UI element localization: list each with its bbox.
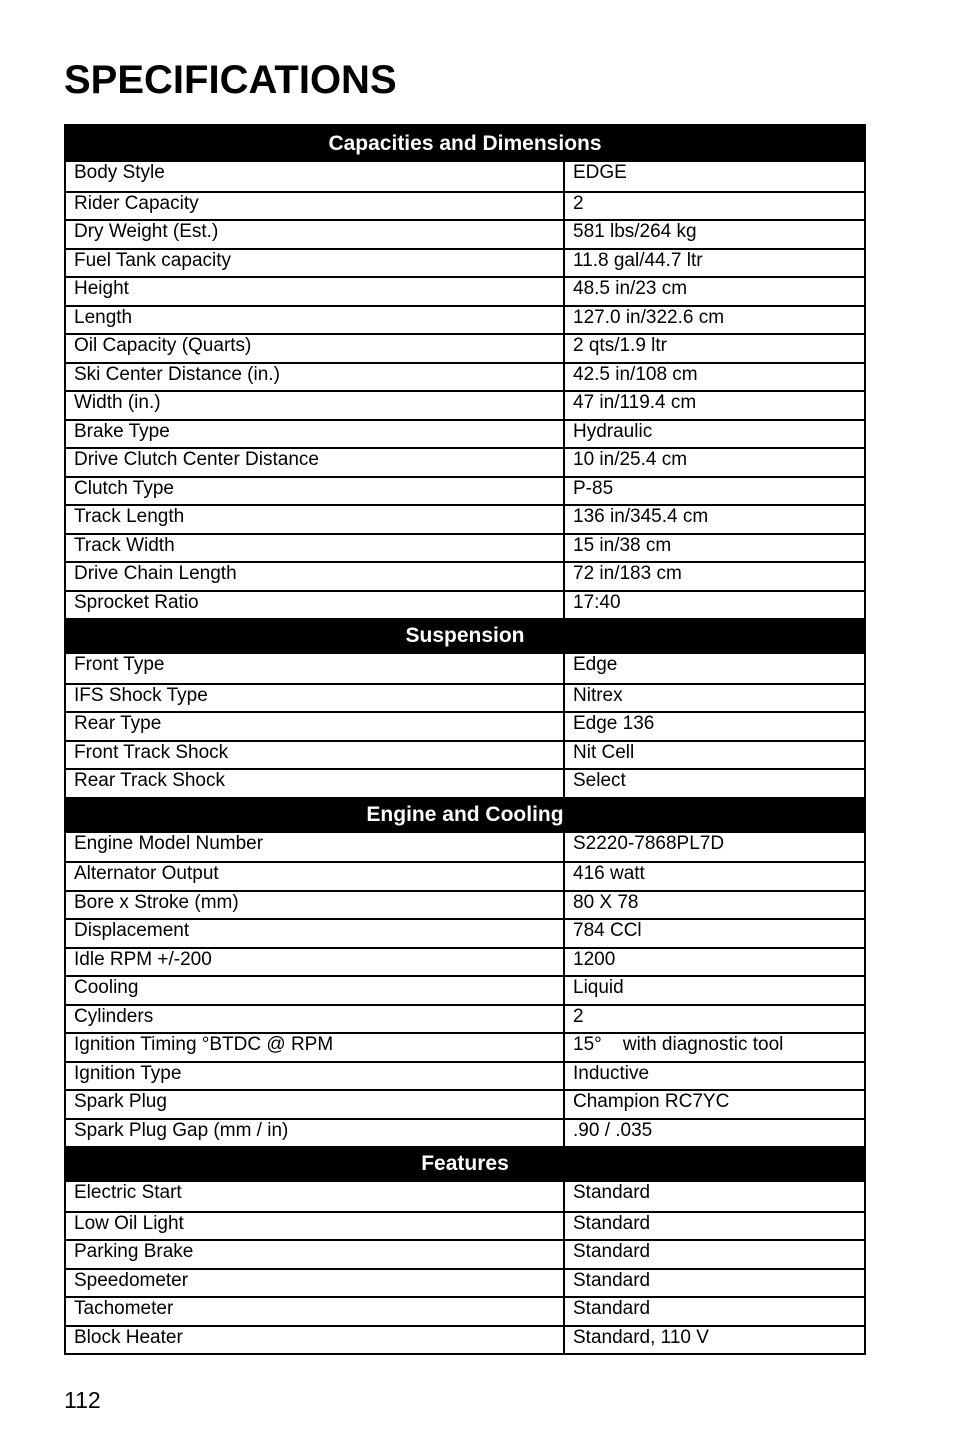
spec-value: 48.5 in/23 cm [573,278,688,299]
section-header: Capacities and Dimensions [66,126,864,162]
spec-value: 2 [573,192,584,214]
spec-value: 72 in/183 cm [573,563,682,584]
spec-label: Electric Start [66,1182,565,1211]
spec-value: Hydraulic [573,420,653,442]
spec-value: Liquid [573,977,624,998]
table-row [66,305,864,334]
table-row [66,1268,864,1297]
spec-label: Spark Plug Gap (mm / in) [66,1120,565,1147]
spec-label: Rear Type [66,713,565,740]
table-row [66,1061,864,1090]
spec-value: Standard, 110 V [573,1326,709,1348]
spec-value: 127.0 in/322.6 cm [573,306,725,328]
table-row [66,561,864,590]
table-row [66,1211,864,1240]
spec-label: Ski Center Distance (in.) [66,364,565,391]
table-row [66,1325,864,1354]
spec-label: Cylinders [66,1006,565,1033]
spec-label: Drive Chain Length [66,563,565,590]
table-row [66,1118,864,1147]
spec-label: Bore x Stroke (mm) [66,892,565,919]
spec-label: Rider Capacity [66,193,565,220]
table-row [66,476,864,505]
spec-label: Block Heater [66,1327,565,1354]
spec-value: 17:40 [573,591,621,613]
page-title: SPECIFICATIONS [64,58,397,102]
spec-section [66,618,864,797]
table-row [66,162,864,191]
spec-label: Front Type [66,654,565,683]
spec-label: Body Style [66,162,565,191]
spec-value: 416 watt [573,863,645,884]
spec-label: Oil Capacity (Quarts) [66,335,565,362]
spec-label: Width (in.) [66,392,565,419]
table-row [66,1296,864,1325]
table-row [66,833,864,862]
spec-label: Ignition Type [66,1063,565,1090]
spec-value: EDGE [573,162,627,183]
table-row [66,975,864,1004]
spec-label: Parking Brake [66,1241,565,1268]
spec-value: 47 in/119.4 cm [573,392,697,413]
spec-value: 15 in/38 cm [573,534,672,556]
spec-label: Clutch Type [66,478,565,505]
table-row [66,711,864,740]
table-row [66,533,864,562]
table-row [66,1004,864,1033]
spec-label: Front Track Shock [66,742,565,769]
spec-value: S2220-7868PL7D [573,832,725,854]
spec-value: 1200 [573,948,616,970]
table-row [66,654,864,683]
spec-label: Dry Weight (Est.) [66,221,565,248]
page-number: 112 [64,1387,101,1413]
spec-label: Height [66,278,565,305]
spec-value: 784 CCl [573,920,642,941]
table-row [66,419,864,448]
spec-section [66,126,864,618]
table-row [66,1239,864,1268]
table-row [66,683,864,712]
spec-label: Engine Model Number [66,833,565,862]
spec-value: Standard [573,1182,651,1203]
table-row [66,504,864,533]
spec-label: Length [66,307,565,334]
spec-value: Standard [573,1269,651,1291]
spec-value: Standard [573,1212,651,1234]
spec-value: 15° with diagnostic tool [573,1034,784,1055]
section-header: Engine and Cooling [66,797,864,833]
spec-value: Nit Cell [573,741,635,763]
spec-label: Track Width [66,535,565,562]
table-row [66,362,864,391]
table-row [66,248,864,277]
table-row [66,1032,864,1061]
spec-value: P-85 [573,477,614,499]
spec-label: Displacement [66,920,565,947]
spec-section [66,797,864,1147]
spec-table [64,124,866,1355]
spec-label: Idle RPM +/-200 [66,949,565,976]
spec-label: Drive Clutch Center Distance [66,449,565,476]
table-row [66,740,864,769]
spec-label: Sprocket Ratio [66,592,565,619]
spec-value: Edge 136 [573,713,655,734]
spec-value: Edge [573,654,618,675]
table-row [66,191,864,220]
spec-value: 136 in/345.4 cm [573,506,709,527]
spec-value: Champion RC7YC [573,1091,730,1112]
spec-value: 11.8 gal/44.7 ltr [573,249,703,271]
spec-label: Ignition Timing °BTDC @ RPM [66,1034,565,1061]
spec-value: 2 qts/1.9 ltr [573,335,667,356]
spec-label: Speedometer [66,1270,565,1297]
spec-label: Track Length [66,506,565,533]
spec-label: Cooling [66,977,565,1004]
spec-value: Standard [573,1298,651,1319]
table-row [66,276,864,305]
spec-label: Tachometer [66,1298,565,1325]
spec-label: IFS Shock Type [66,685,565,712]
spec-value: 80 X 78 [573,891,639,913]
table-row [66,918,864,947]
spec-label: Low Oil Light [66,1213,565,1240]
spec-label: Spark Plug [66,1091,565,1118]
table-row [66,947,864,976]
spec-label: Rear Track Shock [66,770,565,797]
table-row [66,590,864,619]
spec-value: 581 lbs/264 kg [573,221,697,242]
table-row [66,333,864,362]
section-header: Suspension [66,618,864,654]
spec-value: Standard [573,1241,651,1262]
spec-value: Inductive [573,1062,650,1084]
spec-label: Alternator Output [66,863,565,890]
table-row [66,390,864,419]
spec-value: 42.5 in/108 cm [573,363,698,385]
table-row [66,1182,864,1211]
table-row [66,890,864,919]
table-row [66,219,864,248]
spec-value: 10 in/25.4 cm [573,449,688,470]
table-row [66,861,864,890]
table-row [66,1089,864,1118]
spec-label: Brake Type [66,421,565,448]
spec-value: Select [573,770,626,791]
table-row [66,768,864,797]
spec-value: .90 / .035 [573,1119,653,1141]
spec-section [66,1146,864,1353]
table-row [66,447,864,476]
spec-value: 2 [573,1005,584,1027]
section-header: Features [66,1146,864,1182]
spec-label: Fuel Tank capacity [66,250,565,277]
spec-value: Nitrex [573,684,623,706]
